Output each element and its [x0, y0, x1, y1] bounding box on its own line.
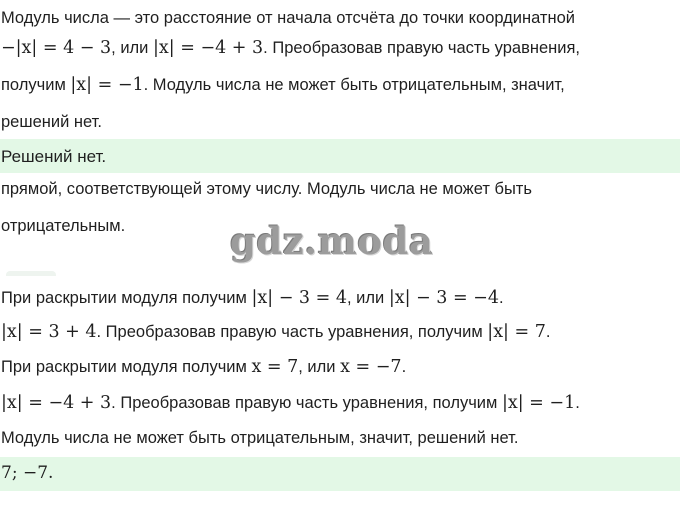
solution-line [0, 357, 680, 377]
text-fragment: При раскрытии модуля получим [1, 289, 252, 307]
text-fragment: При раскрытии модуля получим [1, 358, 252, 376]
solution-line [0, 393, 680, 413]
explanation-line: прямой, соответствующей этому числу. Модуль числа не может быть [1, 180, 532, 198]
solution-line: Модуль числа — это расстояние от начала отсчёта до точки координатной [1, 9, 575, 27]
tab-decoration [6, 271, 56, 276]
math-expression: −|x| = 4 − 3 [1, 38, 112, 58]
math-expression: |x| = −4 + 3 [153, 38, 264, 58]
solution-line [0, 322, 680, 342]
math-expression: |x| = 7 [487, 322, 546, 342]
text-fragment: . Преобразовав правую часть уравнения, [263, 39, 580, 57]
math-expression: x = −7 [340, 357, 402, 377]
solution-line: решений нет. [1, 113, 102, 131]
text-fragment: , или [298, 358, 341, 376]
text-fragment: получим [1, 76, 71, 94]
math-expression: |x| = −1 [70, 75, 144, 95]
answer-text: Решений нет. [1, 147, 107, 166]
text-fragment: . Модуль числа не может быть отрицательным, значит, [143, 76, 565, 94]
math-expression: x = 7 [251, 357, 299, 377]
text-fragment: , или [111, 39, 153, 57]
math-expression: |x| − 3 = −4 [388, 288, 499, 308]
solution-line [0, 75, 680, 95]
solution-line [0, 288, 680, 308]
math-expression: |x| = −4 + 3 [1, 393, 112, 413]
text-fragment: . [545, 323, 551, 341]
text-fragment: . Преобразовав правую часть уравнения, получим [111, 394, 502, 412]
solution-line: Модуль числа не может быть отрицательным, значит, решений нет. [1, 429, 519, 447]
text-fragment: . [575, 394, 580, 412]
explanation-line: отрицательным. [1, 217, 126, 235]
math-expression: |x| = 3 + 4 [1, 322, 97, 342]
text-fragment: . Преобразовав правую часть уравнения, получим [96, 323, 488, 341]
solution-line [0, 38, 680, 58]
answer-text: 7; −7. [1, 463, 54, 483]
answer-box [0, 457, 680, 491]
text-fragment: . [498, 289, 504, 307]
answer-box [0, 139, 680, 173]
math-expression: |x| − 3 = 4 [251, 288, 347, 308]
watermark-logo: gdz.moda [230, 219, 434, 263]
text-fragment: . [401, 358, 407, 376]
text-fragment: , или [346, 289, 389, 307]
math-expression: |x| = −1 [501, 393, 576, 413]
